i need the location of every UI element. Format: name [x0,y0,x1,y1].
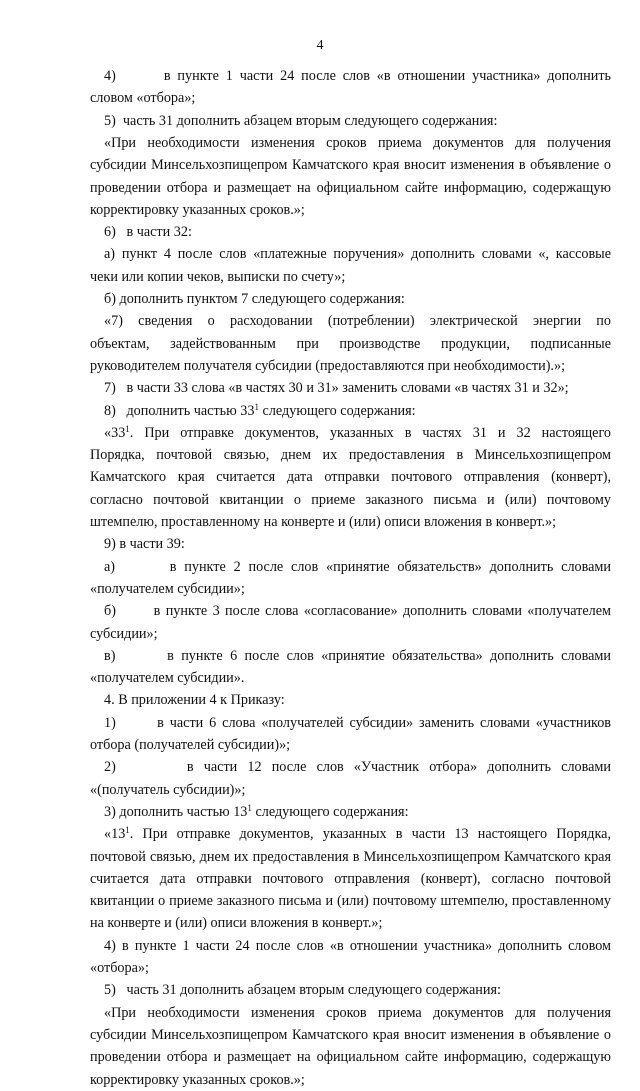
text-segment: проведении отбора и размещает на официальном сайте информацию, содержащую [90,179,611,196]
text-segment: Камчатского края считается дата отправки почтового отправления (конверт), [90,469,611,486]
text-line [104,310,611,332]
text-segment: 6) в части 32: [104,224,192,241]
text-line [104,422,611,444]
text-segment: следующего содержания: [251,803,409,820]
text-segment: 3) дополнить частью 13 [104,803,248,820]
text-line [104,288,611,310]
text-segment: в) в пункте 6 после слов «принятие обязательства» дополнить словами [104,647,611,664]
text-line [90,355,611,377]
text-segment: корректировку указанных сроков.»; [90,201,305,218]
text-line [90,333,611,355]
text-line [104,377,611,399]
superscript: 1 [125,825,130,836]
text-segment: штемпелю, проставленному на конверте и (или) описи вложения в конверт.»; [90,514,557,530]
text-segment: 4) в пункте 1 части 24 после слов «в отношении участника» дополнить словом [104,937,611,954]
text-segment: 4) в пункте 1 части 24 после слов «в отношении участника» дополнить [104,68,611,84]
page-number: 4 [316,38,324,53]
text-segment: «33 [104,424,126,441]
text-line [104,979,611,1001]
text-line [90,667,611,689]
text-segment: «получателем субсидии». [90,670,245,687]
text-line [104,1002,611,1024]
text-segment: 5) часть 31 дополнить абзацем вторым следующего содержания: [104,112,498,129]
text-line [90,734,611,756]
text-segment: «При необходимости изменения сроков приема документов для получения [104,134,611,151]
text-segment: субсидии Минсельхозпищепром Камчатского края вносит изменения в объявление о [90,157,611,174]
text-line [104,400,611,422]
text-segment: 9) в части 39: [104,536,185,553]
superscript: 1 [125,423,130,434]
text-line [90,177,611,199]
text-segment: отбора (получателей субсидии)»; [90,737,291,753]
text-line [104,65,611,87]
text-segment: Порядка, почтовой связью, днем их предоставления в Минсельхозпищепром [90,447,611,464]
text-line [90,489,611,511]
text-line [90,87,611,109]
text-segment: а) в пункте 2 после слов «принятие обязательств» дополнить словами [104,558,611,575]
text-line [104,823,611,845]
text-line [90,957,611,979]
text-line [90,912,611,934]
text-line [104,556,611,578]
text-segment: «При необходимости изменения сроков приема документов для получения [104,1004,611,1021]
text-segment: корректировку указанных сроков.»; [90,1071,305,1088]
text-line [90,266,611,288]
text-segment: . При отправке документов, указанных в части 13 настоящего Порядка, [129,826,611,843]
superscript: 1 [247,802,252,813]
text-segment: почтовой связью, днем их предоставления в Минсельхозпищепром Камчатского края [90,848,611,865]
text-segment: на конверте и (или) описи вложения в конверт.»; [90,915,383,932]
text-segment: «(получатель субсидии)»; [90,781,246,798]
text-segment: 7) в части 33 слова «в частях 30 и 31» заменить словами «в частях 31 и 32»; [104,380,569,397]
superscript: 1 [254,401,259,412]
text-line [90,779,611,801]
text-line [90,511,611,533]
text-line [90,154,611,176]
text-line [90,199,611,221]
text-line [104,243,611,265]
text-line [104,132,611,154]
text-segment: словом «отбора»; [90,90,196,107]
text-segment: чеки или копии чеков, выписки по счету»; [90,268,346,285]
text-segment: считается дата отправки почтового отправления (конверт), согласно почтовой [90,870,611,887]
text-segment: «13 [104,826,126,843]
text-line [90,578,611,600]
text-segment: следующего содержания: [259,402,416,419]
text-segment: 4. В приложении 4 к Приказу: [104,692,285,709]
text-line [90,1046,611,1068]
text-segment: «отбора»; [90,960,149,976]
text-segment: «7) сведения о расходовании (потреблении) электрической энергии по [104,313,611,330]
text-line [90,890,611,912]
text-line [104,689,611,711]
text-line [90,868,611,890]
text-segment: 8) дополнить частью 33 [104,402,255,419]
text-segment: руководителем получателя субсидии (предоставляются при необходимости).»; [90,357,566,374]
text-line [104,221,611,243]
text-segment: 2) в части 12 после слов «Участник отбора» дополнить словами [104,759,611,776]
text-segment: «получателем субсидии»; [90,580,245,597]
text-line [104,935,611,957]
text-line [104,533,611,555]
text-line [90,1069,611,1091]
text-line [104,712,611,734]
text-segment: б) в пункте 3 после слова «согласование» дополнить словами «получателем [104,603,611,620]
text-segment: согласно почтовой квитанции о приеме заказного письма и (или) почтовому [90,491,611,508]
text-line [90,623,611,645]
text-line [90,444,611,466]
text-segment: квитанции о приеме заказного письма и (или) почтовому штемпелю, проставленному [90,893,611,910]
text-segment: . При отправке документов, указанных в частях 31 и 32 настоящего [129,424,611,441]
text-segment: объектам, задействованным при производстве продукции, подписанные [90,335,611,352]
text-line [104,801,611,823]
text-line [104,600,611,622]
text-segment: б) дополнить пунктом 7 следующего содержания: [104,291,405,307]
text-line [104,756,611,778]
text-segment: субсидии Минсельхозпищепром Камчатского края вносит изменения в объявление о [90,1026,611,1043]
text-segment: 5) часть 31 дополнить абзацем вторым следующего содержания: [104,982,501,999]
text-segment: субсидии»; [90,625,158,642]
text-segment: 1) в части 6 слова «получателей субсидии» заменить словами «участников [104,714,611,731]
text-segment: проведении отбора и размещает на официальном сайте информацию, содержащую [90,1049,611,1066]
text-segment: а) пункт 4 после слов «платежные поручения» дополнить словами «, кассовые [104,246,611,263]
text-line [90,846,611,868]
text-line [90,466,611,488]
text-line [90,1024,611,1046]
text-line [104,110,611,132]
text-line [104,645,611,667]
